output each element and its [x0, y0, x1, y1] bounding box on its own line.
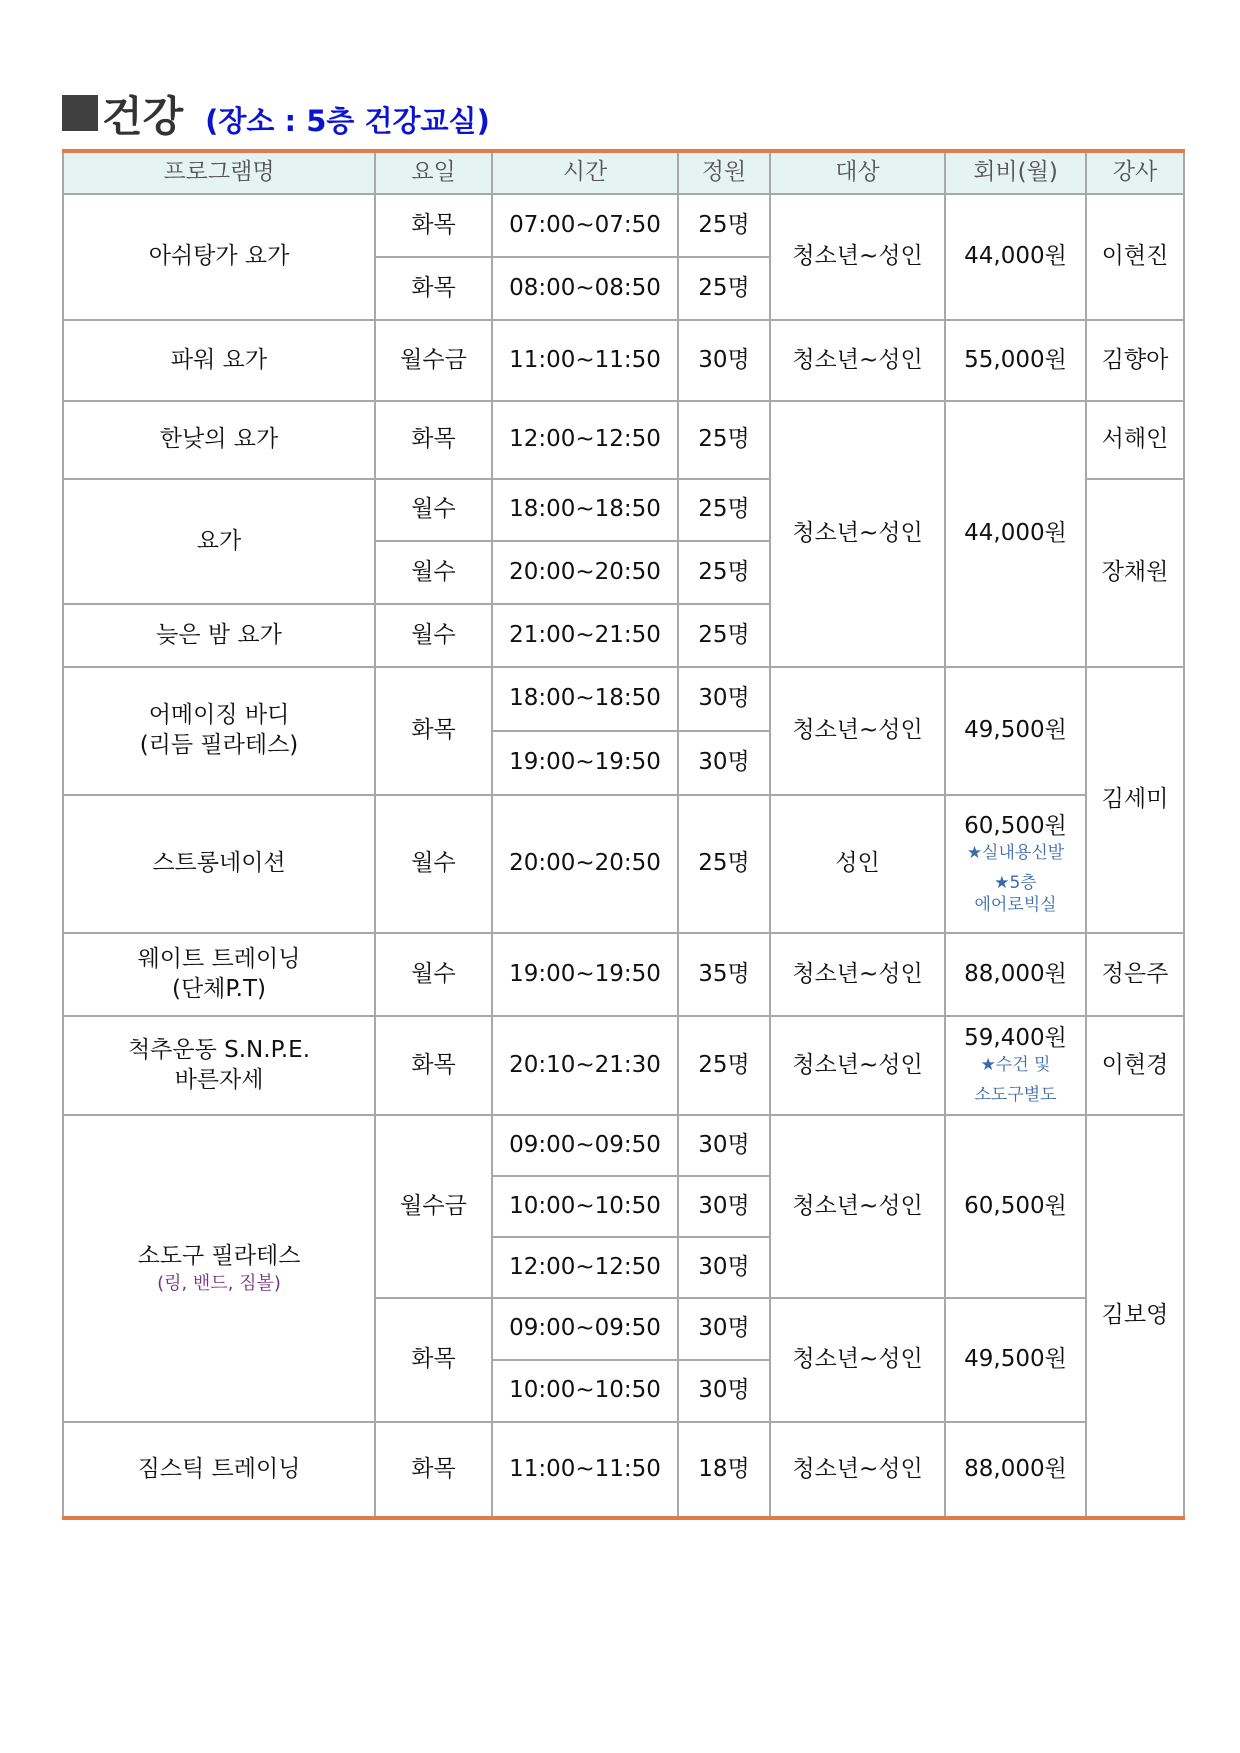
table-cell	[770, 1016, 945, 1115]
cell-text: 55,000원	[964, 346, 1067, 373]
cell-text: 88,000원	[964, 1455, 1067, 1482]
table-cell	[492, 1176, 678, 1237]
table-cell	[678, 1360, 770, 1422]
column-header: 대상	[770, 151, 945, 194]
cell-text: 59,400원	[964, 1025, 1067, 1052]
cell-text: 김향아	[1101, 346, 1169, 373]
table-cell	[63, 194, 375, 320]
table-cell	[492, 479, 678, 541]
square-bullet-icon	[62, 95, 98, 131]
table-cell	[63, 1422, 375, 1518]
cell-text: 25명	[698, 1051, 750, 1078]
table-cell	[1086, 320, 1184, 401]
cell-text: 월수	[411, 496, 456, 523]
table-cell	[492, 401, 678, 479]
table-cell	[63, 667, 375, 795]
table-cell	[492, 320, 678, 401]
cell-text: 화목	[411, 1051, 456, 1078]
cell-text: 월수	[411, 558, 456, 585]
cell-text: 청소년~성인	[792, 1051, 923, 1078]
table-cell	[375, 1422, 492, 1518]
column-header: 회비(월)	[945, 151, 1086, 194]
table-row	[63, 194, 1184, 257]
table-cell	[770, 933, 945, 1016]
section-title	[62, 84, 490, 144]
table-cell	[492, 667, 678, 731]
table-cell	[375, 795, 492, 933]
table-row	[63, 401, 1184, 479]
table-row	[63, 795, 1184, 933]
section-title-text: 건강	[102, 92, 184, 141]
cell-text: 20:10~21:30	[509, 1051, 661, 1078]
table-cell	[63, 795, 375, 933]
table-cell	[1086, 1115, 1184, 1518]
table-cell	[945, 1298, 1086, 1422]
cell-text: 청소년~성인	[792, 346, 923, 373]
cell-text: 정은주	[1101, 960, 1169, 987]
table-cell	[63, 401, 375, 479]
cell-text: 88,000원	[964, 960, 1067, 987]
cell-text: 월수금	[400, 346, 467, 373]
cell-text: 25명	[698, 558, 750, 585]
cell-text: 김보영	[1101, 1302, 1169, 1329]
cell-text: 월수금	[400, 1192, 467, 1219]
cell-text: 20:00~20:50	[509, 558, 661, 585]
table-cell	[770, 401, 945, 667]
cell-text: 청소년~성인	[792, 717, 923, 744]
table-cell	[492, 1422, 678, 1518]
cell-text: 25명	[698, 211, 750, 238]
table-cell	[1086, 401, 1184, 479]
table-cell	[945, 795, 1086, 933]
table-cell	[1086, 479, 1184, 667]
table-row	[63, 1016, 1184, 1115]
cell-text: 49,500원	[964, 1346, 1067, 1373]
table-cell	[770, 1115, 945, 1298]
schedule-table	[62, 149, 1185, 1520]
cell-text: 짐스틱 트레이닝	[137, 1455, 301, 1482]
cell-text: 척추운동 S.N.P.E.	[127, 1036, 311, 1063]
table-cell	[375, 1298, 492, 1422]
cell-text: 청소년~성인	[792, 1192, 923, 1219]
cell-text: 44,000원	[964, 520, 1067, 547]
table-cell	[375, 257, 492, 320]
cell-note: 에어로빅실	[974, 894, 1057, 915]
cell-text: 11:00~11:50	[509, 1455, 661, 1482]
cell-text: 아쉬탕가 요가	[148, 243, 290, 270]
table-cell	[375, 667, 492, 795]
cell-text: 21:00~21:50	[509, 621, 661, 648]
table-cell	[678, 541, 770, 604]
table-cell	[678, 1115, 770, 1176]
table-cell	[492, 541, 678, 604]
cell-text: 화목	[411, 274, 456, 301]
table-cell	[678, 320, 770, 401]
table-cell	[678, 1237, 770, 1298]
table-row	[63, 667, 1184, 731]
cell-text: 청소년~성인	[792, 1455, 923, 1482]
table-cell	[945, 320, 1086, 401]
table-cell	[945, 1115, 1086, 1298]
cell-note: ★수건 및	[980, 1055, 1051, 1076]
cell-text: 파워 요가	[170, 346, 268, 373]
table-cell	[492, 194, 678, 257]
cell-text: 19:00~19:50	[509, 749, 661, 776]
cell-text: 요가	[196, 527, 242, 554]
table-cell	[492, 731, 678, 795]
cell-text: 30명	[698, 749, 750, 776]
table-cell	[678, 479, 770, 541]
cell-text-line2: 바른자세	[174, 1066, 264, 1093]
cell-text: 청소년~성인	[792, 1346, 923, 1373]
cell-text: 60,500원	[964, 812, 1067, 839]
cell-text: 청소년~성인	[792, 520, 923, 547]
table-cell	[945, 1016, 1086, 1115]
cell-text: 18:00~18:50	[509, 685, 661, 712]
cell-text: 청소년~성인	[792, 243, 923, 270]
table-cell	[375, 479, 492, 541]
table-cell	[770, 194, 945, 320]
table-cell	[1086, 1016, 1184, 1115]
table-cell	[678, 1298, 770, 1360]
cell-text: 10:00~10:50	[509, 1377, 661, 1404]
cell-text: 49,500원	[964, 717, 1067, 744]
cell-text: 35명	[698, 960, 750, 987]
cell-text: 웨이트 트레이닝	[137, 945, 301, 972]
cell-text: 월수	[411, 960, 456, 987]
table-cell	[770, 320, 945, 401]
cell-text: 한낮의 요가	[159, 426, 279, 453]
table-cell	[945, 194, 1086, 320]
cell-text: 스트롱네이션	[152, 850, 286, 877]
header-row	[63, 151, 1184, 194]
table-cell	[375, 320, 492, 401]
column-header: 프로그램명	[63, 151, 375, 194]
cell-text: 25명	[698, 426, 750, 453]
cell-text: 60,500원	[964, 1192, 1067, 1219]
cell-text: 30명	[698, 1377, 750, 1404]
table-cell	[375, 933, 492, 1016]
cell-text: 30명	[698, 1192, 750, 1219]
cell-text: 25명	[698, 496, 750, 523]
cell-text: 서해인	[1101, 426, 1169, 453]
table-cell	[1086, 667, 1184, 933]
table-cell	[945, 933, 1086, 1016]
table-row	[63, 1115, 1184, 1176]
cell-text: 어메이징 바디	[148, 702, 290, 729]
cell-note: ★실내용신발	[966, 842, 1065, 863]
table-cell	[63, 933, 375, 1016]
cell-text: 화목	[411, 426, 456, 453]
column-header: 시간	[492, 151, 678, 194]
table-cell	[1086, 194, 1184, 320]
cell-text: 11:00~11:50	[509, 346, 661, 373]
table-cell	[678, 1016, 770, 1115]
table-row	[63, 320, 1184, 401]
table-cell	[63, 1016, 375, 1115]
cell-text: 09:00~09:50	[509, 1315, 661, 1342]
table-cell	[1086, 933, 1184, 1016]
column-header: 요일	[375, 151, 492, 194]
cell-text: 12:00~12:50	[509, 426, 661, 453]
cell-text: 장채원	[1101, 559, 1169, 586]
table-cell	[375, 541, 492, 604]
cell-text-line2: (단체P.T)	[171, 975, 267, 1002]
cell-text: 18:00~18:50	[509, 496, 661, 523]
location-text: (장소 : 5층 건강교실)	[205, 104, 490, 138]
table-cell	[770, 1422, 945, 1518]
table-cell	[770, 1298, 945, 1422]
cell-text: 30명	[698, 1253, 750, 1280]
table-cell	[492, 795, 678, 933]
table-cell	[678, 1176, 770, 1237]
table-cell	[678, 1422, 770, 1518]
table-cell	[375, 401, 492, 479]
table-cell	[375, 194, 492, 257]
cell-text: 화목	[411, 1346, 456, 1373]
cell-text: 월수	[411, 850, 456, 877]
table-cell	[770, 667, 945, 795]
table-cell	[492, 257, 678, 320]
cell-text: 25명	[698, 850, 750, 877]
cell-text: 성인	[835, 850, 880, 877]
table-row	[63, 933, 1184, 1016]
table-cell	[375, 1016, 492, 1115]
cell-text: 12:00~12:50	[509, 1253, 661, 1280]
cell-text: 김세미	[1101, 786, 1169, 813]
table-cell	[63, 604, 375, 667]
cell-text: 30명	[698, 1131, 750, 1158]
cell-note: ★5층	[994, 872, 1037, 893]
cell-subtext: (링, 밴드, 짐볼)	[157, 1272, 281, 1294]
cell-text: 소도구 필라테스	[137, 1242, 301, 1269]
cell-note: 소도구별도	[974, 1085, 1057, 1106]
column-header: 정원	[678, 151, 770, 194]
cell-text: 화목	[411, 717, 456, 744]
table-cell	[678, 604, 770, 667]
table-cell	[945, 401, 1086, 667]
cell-text: 화목	[411, 211, 456, 238]
table-cell	[492, 604, 678, 667]
cell-text: 10:00~10:50	[509, 1192, 661, 1219]
table-cell	[770, 795, 945, 933]
table-cell	[375, 1115, 492, 1298]
cell-text: 18명	[698, 1455, 750, 1482]
table-cell	[678, 401, 770, 479]
cell-text: 20:00~20:50	[509, 850, 661, 877]
cell-text: 19:00~19:50	[509, 960, 661, 987]
table-cell	[678, 194, 770, 257]
table-cell	[492, 1298, 678, 1360]
table-cell	[678, 667, 770, 731]
table-cell	[492, 1016, 678, 1115]
table-cell	[945, 1422, 1086, 1518]
column-header: 강사	[1086, 151, 1184, 194]
table-cell	[63, 1115, 375, 1422]
cell-text: 25명	[698, 621, 750, 648]
table-cell	[492, 933, 678, 1016]
cell-text: 09:00~09:50	[509, 1131, 661, 1158]
cell-text: 이현경	[1101, 1051, 1169, 1078]
cell-text: 07:00~07:50	[509, 211, 661, 238]
cell-text: 30명	[698, 346, 750, 373]
table-cell	[492, 1237, 678, 1298]
table-cell	[678, 731, 770, 795]
cell-text: 화목	[411, 1455, 456, 1482]
cell-text-line2: (리듬 필라테스)	[139, 732, 299, 758]
table-row	[63, 1422, 1184, 1518]
cell-text: 25명	[698, 274, 750, 301]
table-cell	[63, 479, 375, 604]
table-cell	[492, 1360, 678, 1422]
table-cell	[375, 604, 492, 667]
cell-text: 30명	[698, 685, 750, 712]
cell-text: 30명	[698, 1315, 750, 1342]
table-cell	[678, 933, 770, 1016]
cell-text: 08:00~08:50	[509, 274, 661, 301]
table-cell	[945, 667, 1086, 795]
table-cell	[492, 1115, 678, 1176]
cell-text: 청소년~성인	[792, 960, 923, 987]
cell-text: 44,000원	[964, 243, 1067, 270]
cell-text: 늦은 밤 요가	[156, 621, 282, 648]
table-cell	[678, 795, 770, 933]
cell-text: 월수	[411, 621, 456, 648]
table-cell	[678, 257, 770, 320]
table-cell	[63, 320, 375, 401]
cell-text: 이현진	[1101, 243, 1169, 270]
